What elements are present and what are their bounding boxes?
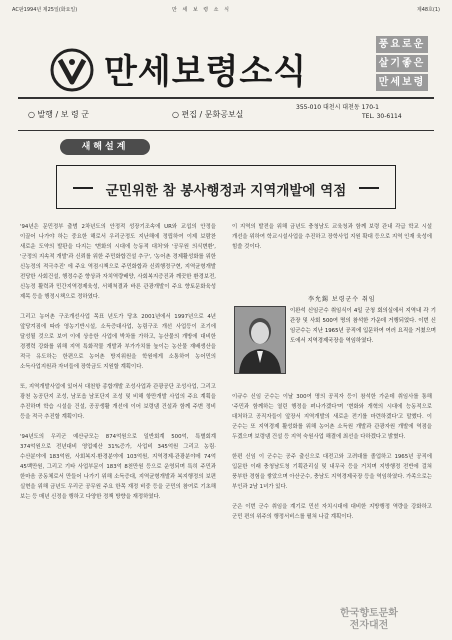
slogan-box (376, 36, 428, 94)
boryeong-emblem-icon (50, 48, 94, 92)
address-line: 355-010 대천시 대천동 170-1 (296, 104, 380, 111)
publisher-info (22, 103, 430, 127)
photo-block (228, 288, 440, 384)
watermark-line: 한국향토문화 (340, 608, 398, 619)
headline-dash (359, 187, 379, 189)
slogan-line: 풍요로운 (376, 36, 428, 53)
publisher-rule (18, 130, 434, 131)
slogan-line: 살기좋은 (376, 55, 428, 72)
issue-number: 제48호(1) (416, 7, 440, 13)
publisher-label: ○ 발행 / 보 령 군 (28, 110, 90, 119)
article-body-right: 이규수 신임 군수는 이날 300여 명의 공직자 등이 참석한 가운데 취임사를 통해 '주민과 함께하는 열린 행정을 펴나가겠다'며 '변화와 개혁의 시대에 능동적으로 대처하고 공직자들이 앞장서 지역개발의 새로운 전기를 마련하겠다'고 말했다. 이 군수는 또 지역경제 활성화를 위해 농어촌 소득원 개발과 관광자원 개발에 역점을 두겠으며 보령댐 건설 등 지역 숙원사업 해결에 최선을 다하겠다고 밝혔다. 한편 신임 이 군수는 공주 출신으로 대전고와 고려대를 졸업하고 1965년 공직에 입문한 이래 충청남도청 기획관리실 및 내무국 등을 거치며 지방행정 전반에 걸쳐 풍부한 경험을 쌓았으며 아산군수, 충남도 지역경제국장 등을 역임하였다. 가족으로는 부인과 2남 1녀가 있다. 군은 이번 군수 취임을 계기로 민선 자치시대에 대비한 지방행정 역량을 강화하고 군민 편의 위주의 행정서비스를 펼쳐 나갈 계획이다. (232, 394, 432, 520)
slogan-line: 만세보령 (376, 74, 428, 91)
watermark-line: 전자대전 (349, 620, 389, 631)
issue-date: AC판1994년 제25일(화요일) (12, 7, 78, 13)
publisher-address (296, 103, 402, 121)
issue-strip (12, 5, 440, 15)
photo-article-text: 이완석 신임군수 취임식이 4일 군청 회의실에서 지역내 각 기관장 및 사회 500여 명의 참석한 가운데 거행되었다. 이번 신임군수는 지난 1965년 공직에 입문하여 여러 요직을 거쳤으며 도에서 지역경제국장을 역임하였다. (290, 308, 436, 344)
issue-paper-name: 만 세 보 령 소 식 (172, 7, 231, 13)
article-body-right-top: 이 지역의 발전을 위해 금년도 충청남도 교육청과 함께 보령 관내 각급 학교 시설 개선을 위하여 학교시설사업을 추진하고 장학사업 지원 확대 등으로 지역 인재 육성에 힘쓸 것이다. (232, 224, 432, 250)
headline: 군민위한 참 봉사행정과 지역개발에 역점 (105, 183, 347, 199)
photo-caption: 李允錫 보령군수 취임 (308, 296, 376, 303)
governor-portrait (234, 306, 286, 374)
editor-label: ○ 편집 / 문화공보실 (172, 110, 244, 119)
section-tag: 새해설계 (60, 139, 150, 155)
masthead-rule (18, 97, 434, 99)
phone-line: TEL. 30-6114 (362, 113, 402, 120)
watermark (340, 608, 398, 632)
headline-box (56, 165, 396, 209)
masthead-title: 만세보령소식 (104, 52, 308, 92)
article-body-left: '94년은 문민정부 출범 2차년도의 안정적 성장기조속에 UR와 교섭의 안정을 이끌어 나가야 하는 중요한 해로서 우리군정도 지난해에 정립하여 이제 보람찬 새로운 도약의 발판을 다지는 '변화의 시대에 능동적 대처'와 '공무원 의식변환', '군정의 지속적 개발'과 신뢰를 위한 주민화합건설 추구', '농어촌 경제활성화를 위한 신농정의 적극추진' 에 주요 역점시책으로 주민화합과 신뢰행정구현, 지역균형개발 전당한 사회건설, 행정수준 향상과 자치역량배양, 사회복지증진과 깨끗한 환경보전, 신농정 활력과 민간지역경제육성, 서해척결과 바른 관광개발이 주요 향토문화육성 제목 등을 행정시책으로 정하였다. 그리고 농어촌 구조개선사업 목표 년도가 당초 2001년에서 1997년으로 4년 앞당겨짐에 따라 영농기반시설, 소득증대사업, 농림구조 개선 사업등이 조기에 달성될 것으로 보여 이에 상응한 사업에 박차를 가하고, 농산물의 개방에 대비한 경쟁력 강화를 위해 지역 특화작물 개발과 부가가치를 높이는 농산물 재배생산을 적극 유도하는 한편으로 농어촌 방지위원을 학원에게 소통하여 농어민의 소득사업지원과 자녀들에 장학금도 지원할 계획이다. 또, 지역개발사업에 있어서 대천항 종합개발 조성사업과 관광공단 조성사업, 그리고 광천 농공단지 조성, 남포읍 남포단지 조성 및 비해 항만개발 사업의 주요 계획을 추진하며 학습 시설을 건설, 공공생활 개선에 이어 보령댐 건설과 함께 주변 정비 등을 적극 추진할 계획이다. '94년도의 우리군 예산규모는 874억원으로 일반회계 500억, 특별회계 374억원으로 전년대비 영업예산 31%증가, 사업비 345억원 그리고 농림·수산분야에 183억원, 사회복지·환경분야에 103억원, 지역경제·관광분야에 74억 45백만원, 그리고 기타 사업부문이 183억 8천만원 등으로 운영되며 특히 주민과 한마음 공동체로서 만들어 나가기 위해 소득증대, 지역균형개발과 복지행정의 보편 실현을 위해 금년도 우리군 공무원 주요 한목 재정 비중 등을 군민의 참여로 기초해 보는 등 매년 신정을 행하고 다양한 정책 방향을 재정하였다. (20, 224, 216, 500)
